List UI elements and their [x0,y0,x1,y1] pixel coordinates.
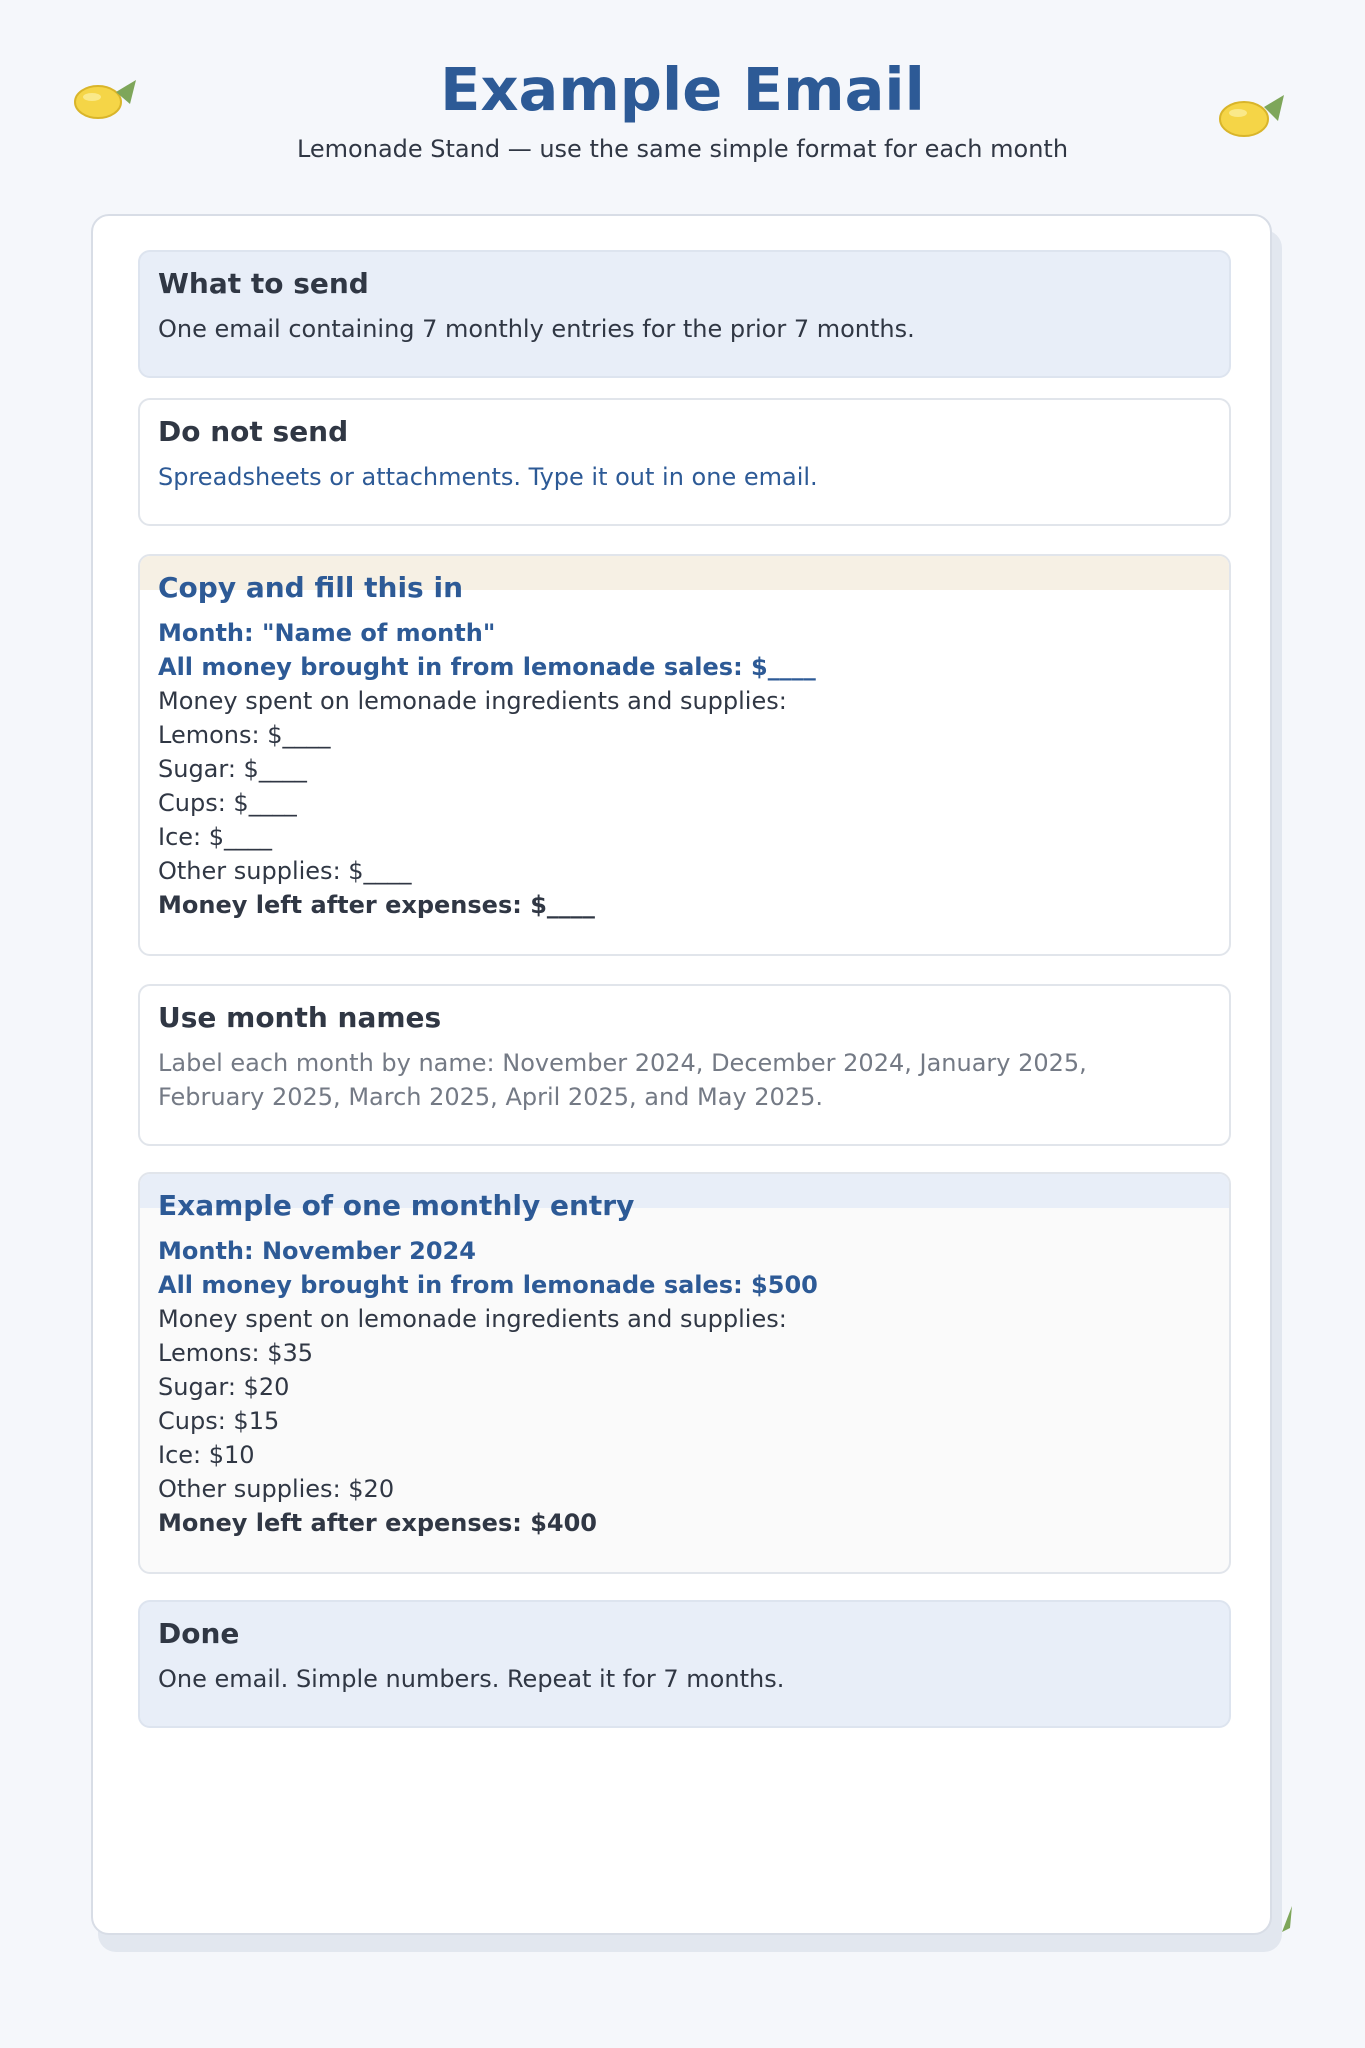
example-income-line: All money brought in from lemonade sales: $500 [158,1271,818,1299]
example-sugar-line: Sugar: $20 [158,1373,290,1401]
done-section [138,1600,1231,1728]
month-names-line-1: Label each month by name: November 2024, December 2024, January 2025, [158,1049,1087,1077]
header [0,56,1365,164]
content-card [91,214,1272,1935]
template-income-line: All money brought in from lemonade sales: $____ [158,653,816,681]
template-ice-line: Ice: $____ [158,823,273,851]
template-sugar-line: Sugar: $____ [158,755,307,783]
template-heading: Copy and fill this in [158,571,464,604]
template-month-line: Month: "Name of month" [158,619,496,647]
page-subtitle: Lemonade Stand — use the same simple format for each month [296,135,1069,163]
do-not-send-text: Spreadsheets or attachments. Type it out in one email. [158,463,818,491]
example-cups-line: Cups: $15 [158,1407,280,1435]
example-other-line: Other supplies: $20 [158,1475,395,1503]
template-spent-line: Money spent on lemonade ingredients and supplies: [158,687,787,715]
month-names-line-2: February 2025, March 2025, April 2025, and May 2025. [158,1083,823,1111]
what-to-send-section [138,250,1231,378]
template-other-line: Other supplies: $____ [158,857,412,885]
month-names-text [158,1046,1211,1114]
page-title: Example Email [440,55,925,124]
example-lines [158,1234,1211,1540]
example-lemons-line: Lemons: $35 [158,1339,314,1367]
template-left-line: Money left after expenses: $____ [158,891,595,919]
example-section [138,1172,1231,1574]
example-month-line: Month: November 2024 [158,1237,476,1265]
done-heading: Done [158,1617,240,1650]
template-lines [158,616,1211,922]
month-names-heading: Use month names [158,1001,442,1034]
what-to-send-heading: What to send [158,267,369,300]
example-ice-line: Ice: $10 [158,1441,255,1469]
do-not-send-heading: Do not send [158,415,349,448]
template-lemons-line: Lemons: $____ [158,721,331,749]
template-cups-line: Cups: $____ [158,789,297,817]
example-heading: Example of one monthly entry [158,1189,635,1222]
done-text: One email. Simple numbers. Repeat it for 7 months. [158,1665,785,1693]
month-names-section [138,984,1231,1146]
example-spent-line: Money spent on lemonade ingredients and supplies: [158,1305,787,1333]
what-to-send-text: One email containing 7 monthly entries for the prior 7 months. [158,315,915,343]
template-section [138,554,1231,956]
example-left-line: Money left after expenses: $400 [158,1509,597,1537]
do-not-send-section [138,398,1231,526]
